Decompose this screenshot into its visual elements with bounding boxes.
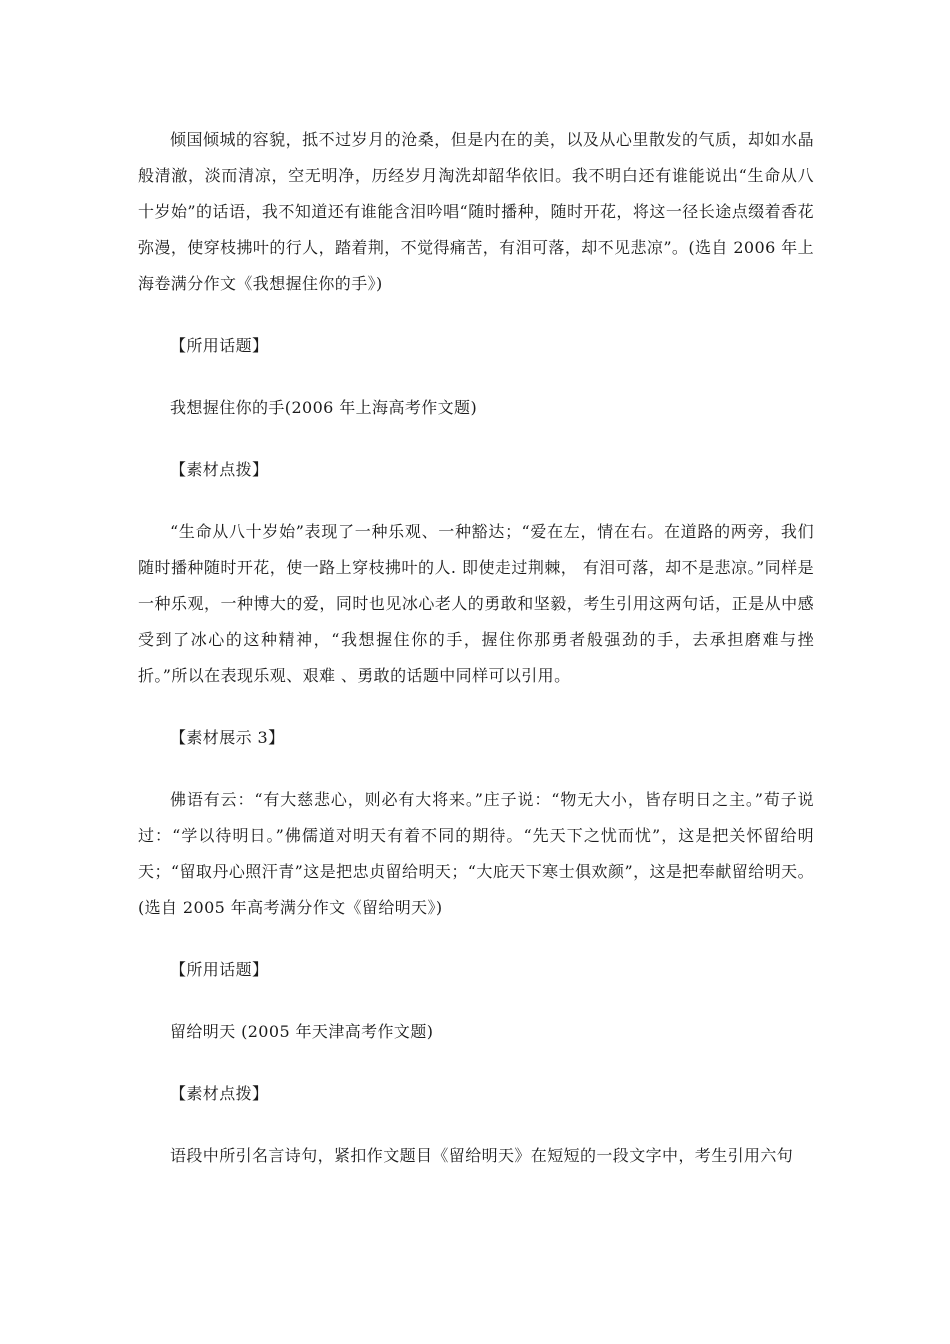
topic-line-1: 我想握住你的手(2006 年上海高考作文题) [170,398,478,417]
paragraph-tips-1: “生命从八十岁始”表现了一种乐观、一种豁达；“爱在左，情在右。在道路的两旁，我们随时播种随时开花，使一路上穿枝拂叶的人. 即使走过荆棘， 有泪可落，却不是悲凉。”同样是一种乐观，一种博大的爱，同时也见冰心老人的勇敢和坚毅，考生引用这两句话，正是从中感受到了冰心的这种精神，“我想握住你的手，握住你那勇者般强劲的手，去承担磨难与挫折。”所以在表现乐观、艰难 、勇敢的话题中同样可以引用。 [138,522,814,685]
heading-topic-used-1: 【所用话题】 [170,336,269,355]
heading-material-show-3: 【素材展示 3】 [170,728,285,747]
paragraph-material-2: 倾国倾城的容貌，抵不过岁月的沧桑，但是内在的美，以及从心里散发的气质，却如水晶般清澈，淡而清凉，空无明净，历经岁月淘洗却韶华依旧。我不明白还有谁能说出“生命从八十岁始”的话语，我不知道还有谁能含泪吟唱“随时播种，随时开花，将这一径长途点缀着香花弥漫，使穿枝拂叶的行人，踏着荆，不觉得痛苦，有泪可落，却不见悲凉”。(选自 2006 年上海卷满分作文《我想握住你的手》) [138,130,814,293]
heading-material-tips-1: 【素材点拨】 [170,460,269,479]
topic-line-2: 留给明天 (2005 年天津高考作文题) [170,1022,434,1041]
paragraph-material-3: 佛语有云：“有大慈悲心，则必有大将来。”庄子说：“物无大小，皆存明日之主。”荀子说过：“学以待明日。”佛儒道对明天有着不同的期待。“先天下之忧而忧”，这是把关怀留给明天；“留取丹心照汗青”这是把忠贞留给明天；“大庇天下寒士俱欢颜”，这是把奉献留给明天。(选自 2005 年高考满分作文《留给明天》) [138,790,814,917]
document-page [138,122,814,1174]
paragraph-tips-2: 语段中所引名言诗句，紧扣作文题目《留给明天》在短短的一段文字中，考生引用六句 [170,1146,794,1165]
heading-topic-used-2: 【所用话题】 [170,960,269,979]
heading-material-tips-2: 【素材点拨】 [170,1084,269,1103]
